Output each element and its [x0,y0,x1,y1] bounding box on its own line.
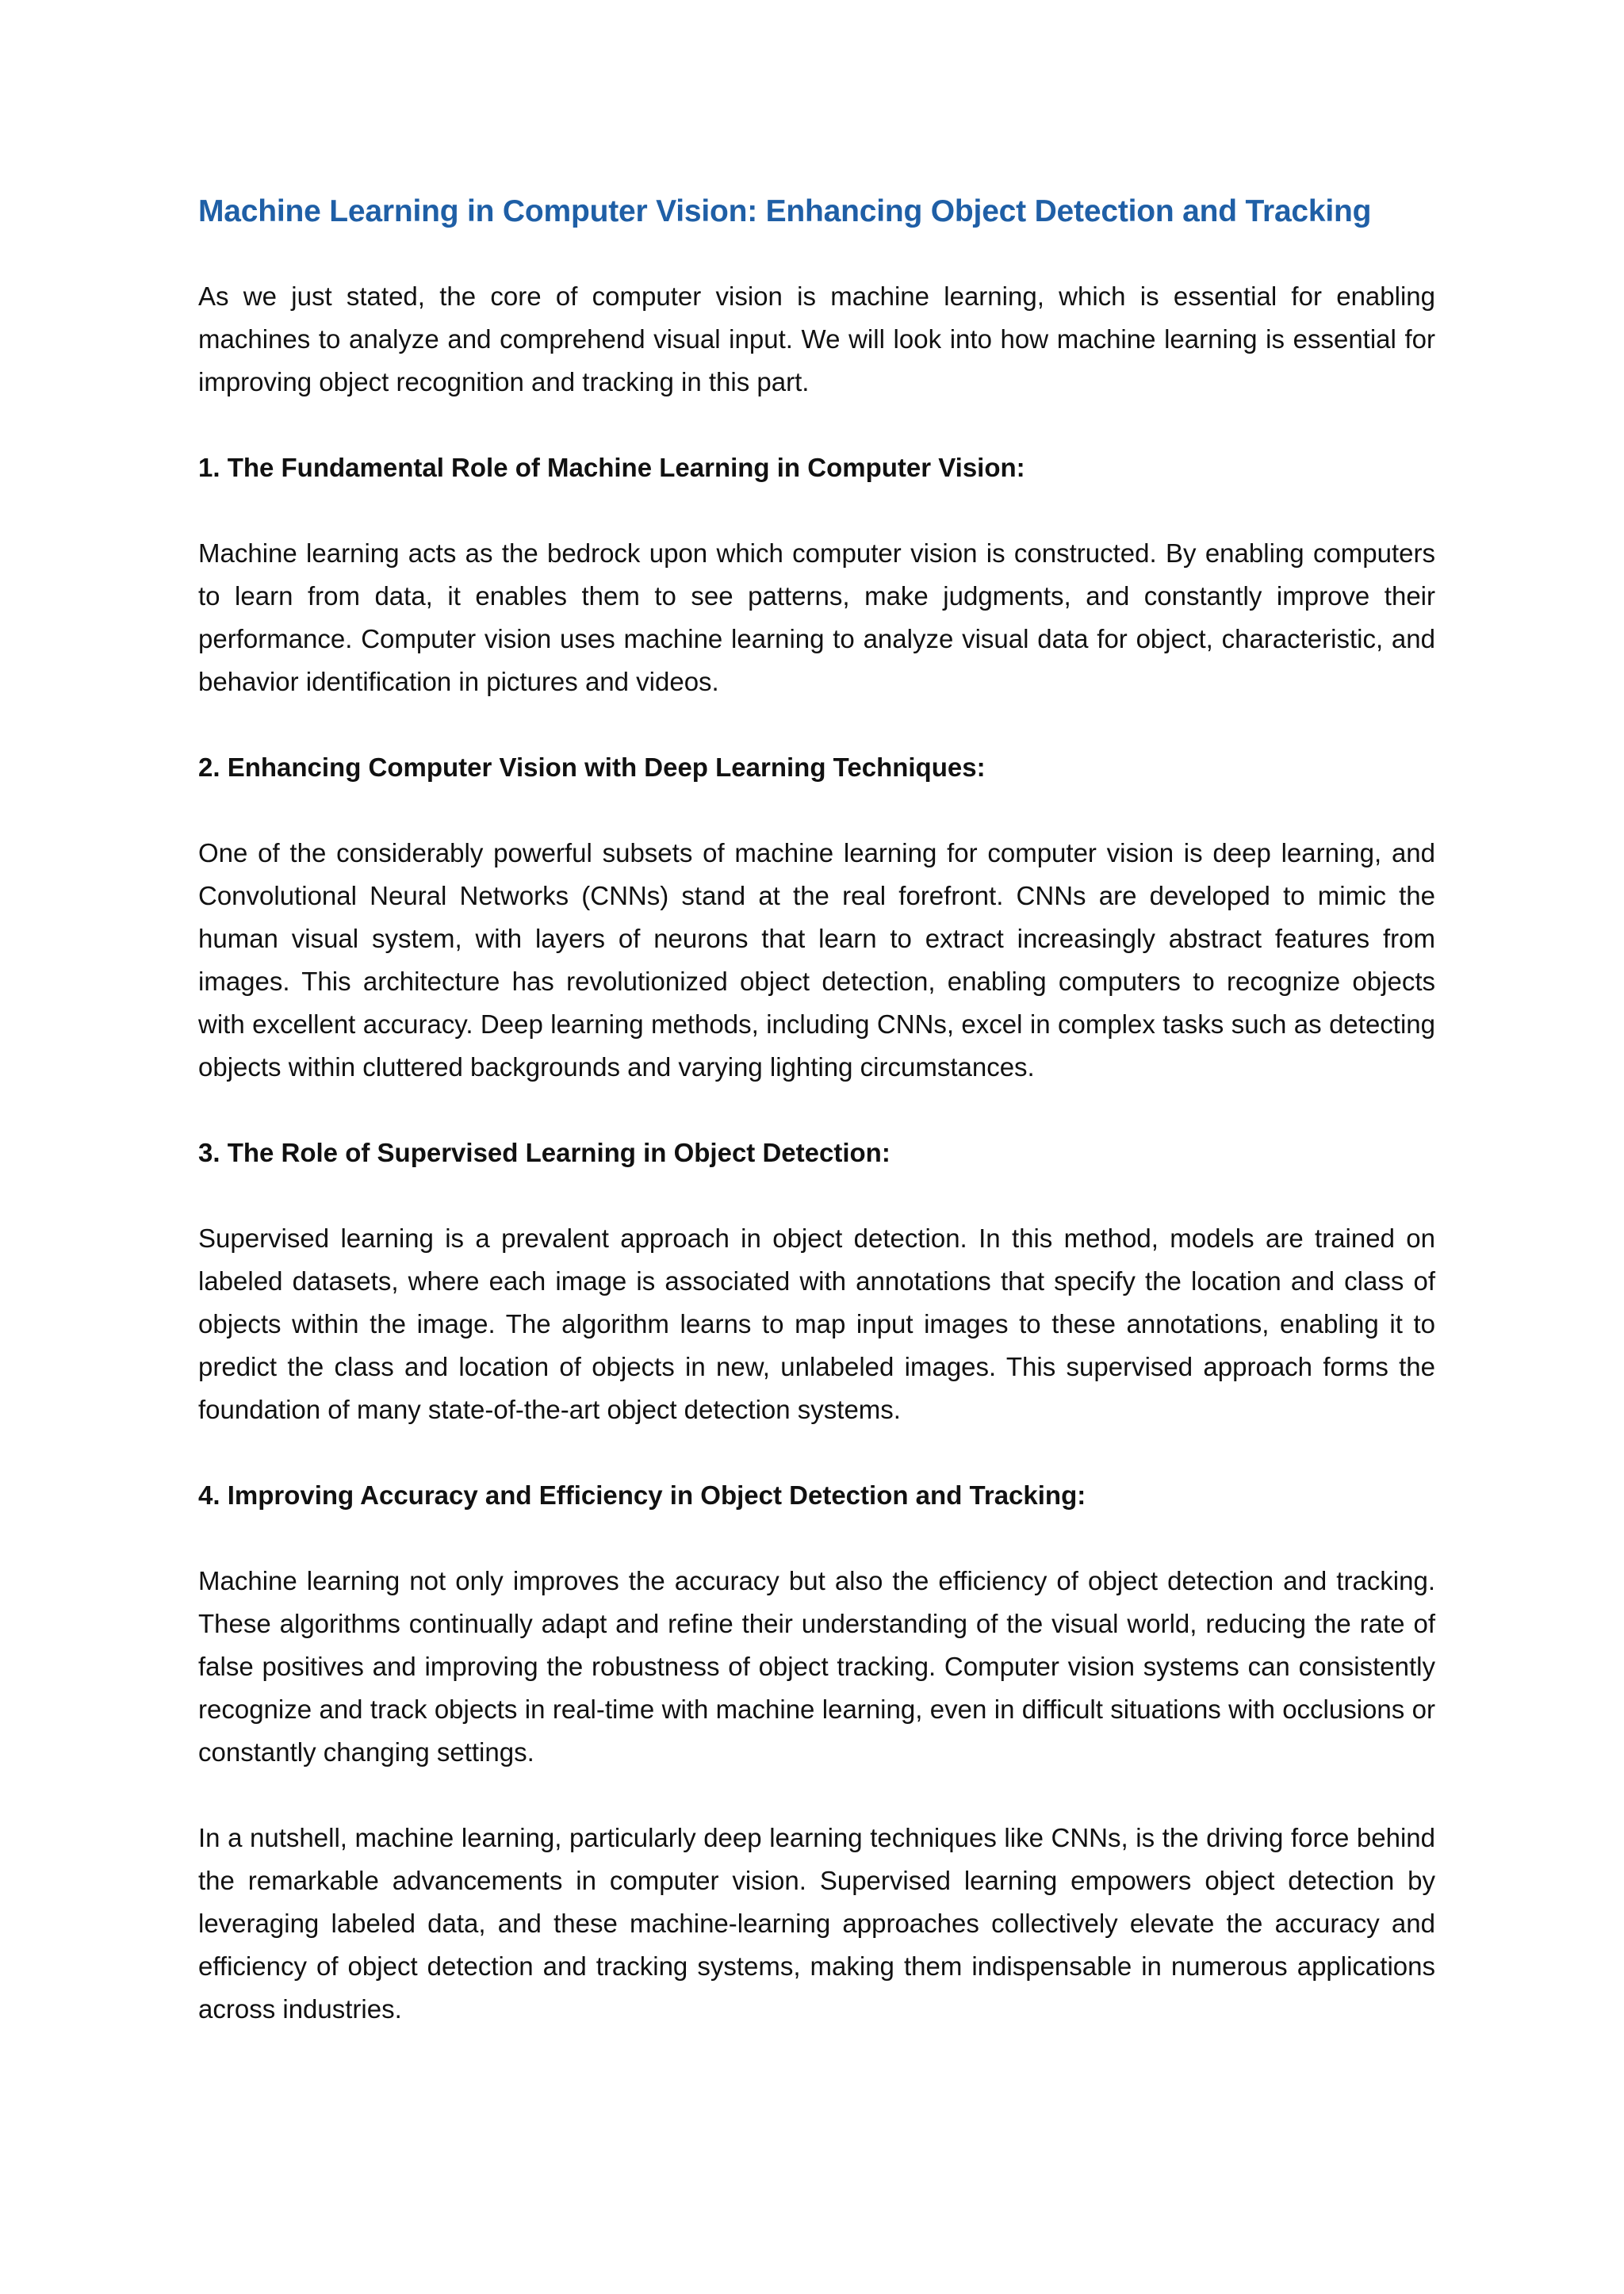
section-heading: 4. Improving Accuracy and Efficiency in Object Detection and Tracking: [198,1480,1086,1510]
conclusion-paragraph: In a nutshell, machine learning, particularly deep learning techniques like CNNs, is the driving force behind the remarkable advancements in computer vision. Supervised learning empowers object detection by leveraging labeled data, and these machine-learning approaches collectively elevate the accuracy and efficiency of object detection and tracking systems, making them indispensable in numerous applications across industries. [198,1822,1435,2024]
section-paragraph: Machine learning not only improves the accuracy but also the efficiency of object detection and tracking. These algorithms continually adapt and refine their understanding of the visual world, reducing the rate of false positives and improving the robustness of object tracking. Computer vision systems can consistently recognize and track objects in real-time with machine learning, even in difficult situations with occlusions or constantly changing settings. [198,1565,1435,1767]
section-heading: 1. The Fundamental Role of Machine Learning in Computer Vision: [198,452,1025,482]
section-machine-learning-role [198,446,1435,703]
section-paragraph: One of the considerably powerful subsets of machine learning for computer vision is deep learning, and Convolutional Neural Networks (CNNs) stand at the real forefront. CNNs are developed to mimic the human visual system, with layers of neurons that learn to extract increasingly abstract features from images. This architecture has revolutionized object detection, enabling computers to recognize objects with excellent accuracy. Deep learning methods, including CNNs, excel in complex tasks such as detecting objects within cluttered backgrounds and varying lighting circumstances. [198,837,1435,1082]
intro-paragraph: As we just stated, the core of computer vision is machine learning, which is essential for enabling machines to analyze and comprehend visual input. We will look into how machine learning is essential for improving object recognition and tracking in this part. [198,281,1435,396]
section-accuracy-efficiency [198,1474,1435,1774]
page-title: Machine Learning in Computer Vision: Enhancing Object Detection and Tracking [198,194,1372,228]
section-paragraph: Supervised learning is a prevalent approach in object detection. In this method, models are trained on labeled datasets, where each image is associated with annotations that specify the location and class of objects within the image. The algorithm learns to map input images to these annotations, enabling it to predict the class and location of objects in new, unlabeled images. This supervised approach forms the foundation of many state-of-the-art object detection systems. [198,1223,1435,1424]
section-heading: 2. Enhancing Computer Vision with Deep Learning Techniques: [198,752,986,782]
section-heading: 3. The Role of Supervised Learning in Object Detection: [198,1137,891,1167]
section-deep-learning [198,746,1435,1089]
section-supervised-learning [198,1132,1435,1431]
section-paragraph: Machine learning acts as the bedrock upon which computer vision is constructed. By enabling computers to learn from data, it enables them to see patterns, make judgments, and constantly improve their performance. Computer vision uses machine learning to analyze visual data for object, characteristic, and behavior identification in pictures and videos. [198,538,1435,696]
document-content [198,195,1435,2031]
